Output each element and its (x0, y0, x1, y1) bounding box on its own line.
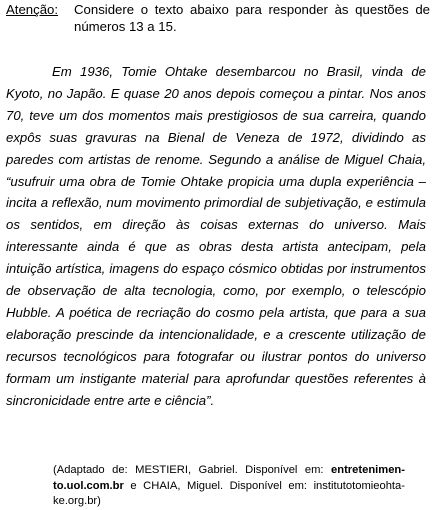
source-suffix: e CHAIA, Miguel. Disponível em: institutotomieohtake.org.br) (53, 479, 405, 507)
attention-label: Atenção: (6, 2, 59, 17)
source-site-uol: entretenimento.uol.com.br (53, 464, 405, 492)
main-paragraph: Em 1936, Tomie Ohtake desembarcou no Brasil, vinda de Kyoto, no Japão. E quase 20 anos depois começou a pintar. Nos anos 70, teve um dos momentos mais prestigiosos de sua carreira, quando expôs suas gravuras na Bienal de Veneza de 1972, dividindo as paredes com artistas de renome. Segundo a análise de Miguel Chaia, “usufruir uma obra de Tomie Ohtake propicia uma dupla experiência – incita a reflexão, num movimento primordial de subjetivação, e estimula os sentidos, em direção às coisas externas do universo. Mais interessante ainda é que as obras desta artista antecipam, pela intuição artística, imagens do espaço cósmico obtidas por instrumentos de observação de alta tecnologia, como, por exemplo, o telescópio Hubble. A poética de recriação do cosmo pela artista, que para a sua elaboração prescinde da intencionalidade, e a crescente utilização de recursos tecnológicos para fotografar ou ilustrar pontos do universo formam um instigante material para aprofundar questões referentes à sincronicidade entre arte e ciência”. (6, 64, 426, 408)
source-prefix: (Adaptado de: MESTIERI, Gabriel. Disponível em: (53, 464, 332, 476)
instruction-text: Considere o texto abaixo para responder às questões de números 13 a 15. (74, 2, 430, 34)
attention-header (6, 2, 430, 35)
source-citation (53, 463, 405, 510)
